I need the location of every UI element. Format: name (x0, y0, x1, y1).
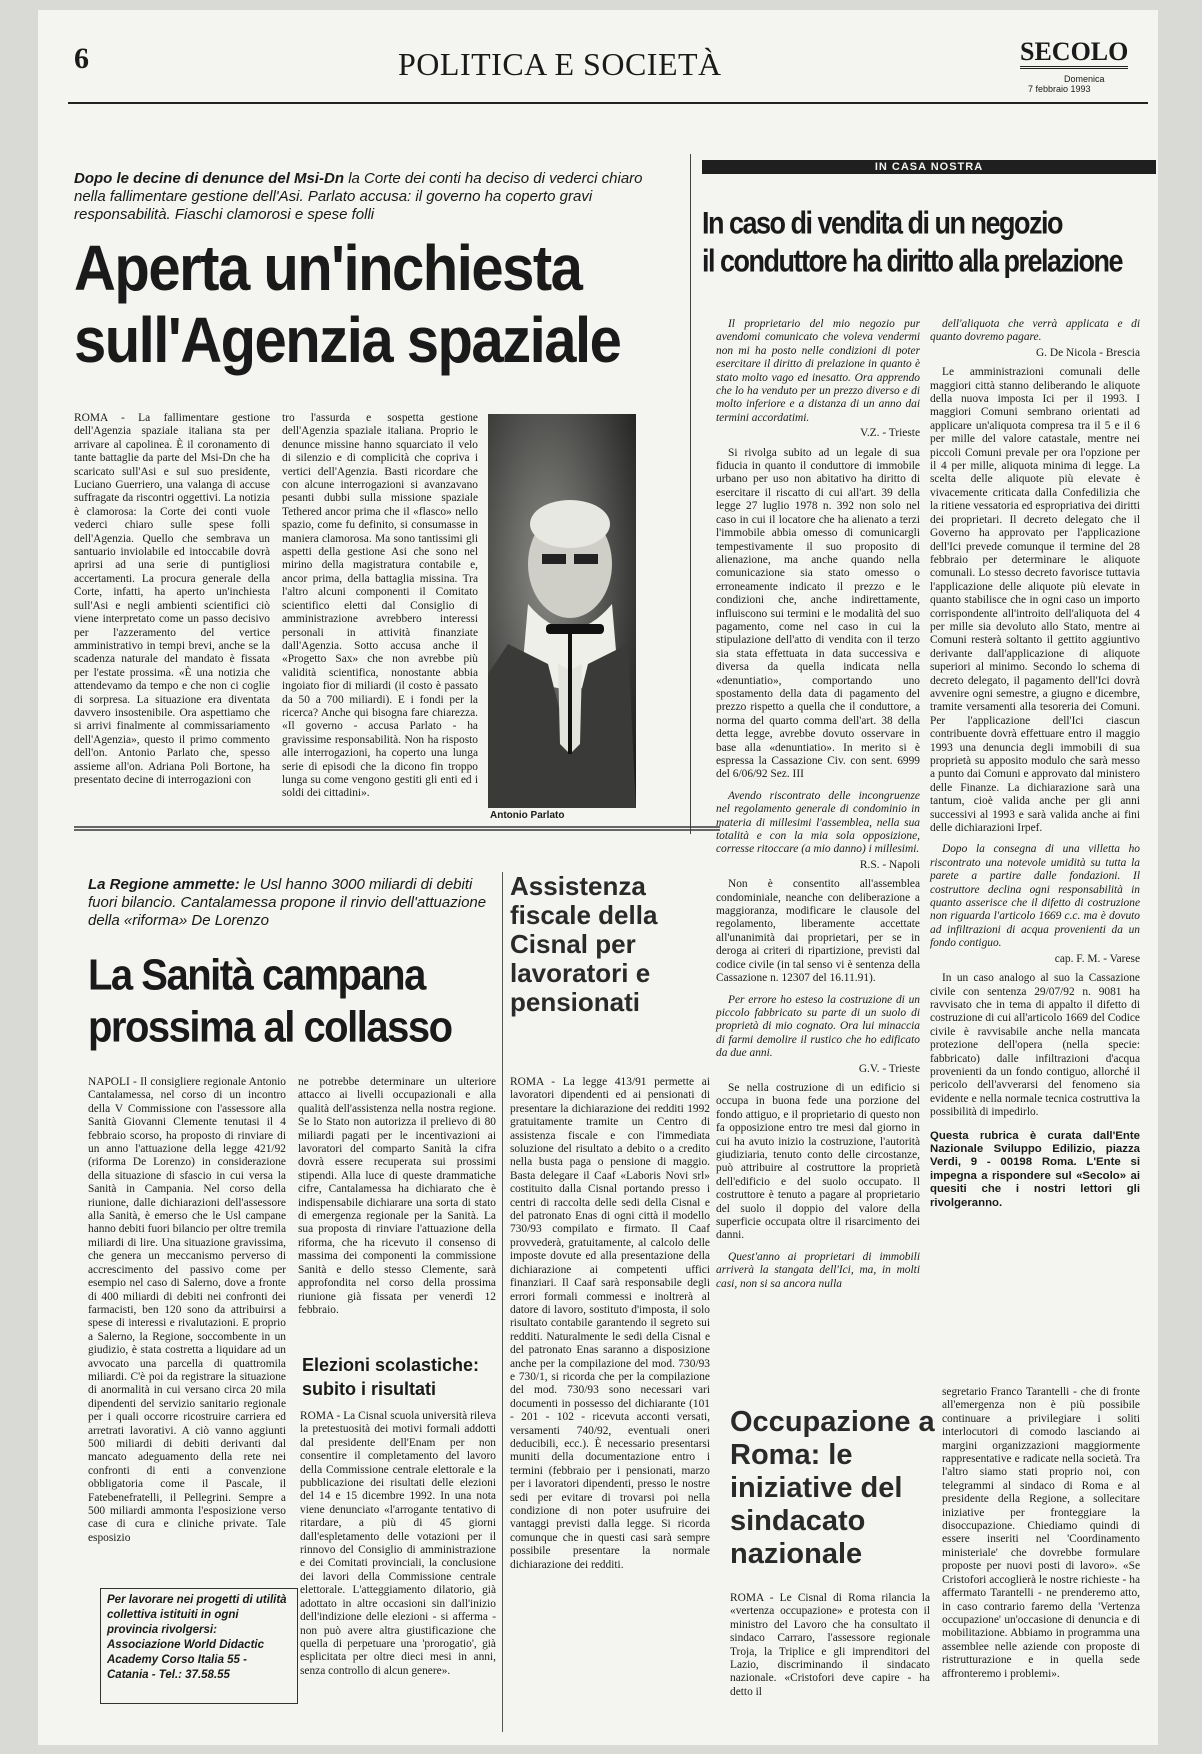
sanita-kicker (88, 876, 500, 930)
section-title: POLITICA E SOCIETÀ (398, 46, 722, 82)
expert-answer: Non è consentito all'assemblea condominiale, neanche con deliberazione a maggioranza, modificare le clausole del regolamento, liberamente accettate all'unanimità dai proprietari, per se in deroga ai criteri di ripartizione, previsti dal codice civile (in tal senso vi è sentenza della Cassazione n. 12307 del 16.11.91). (716, 878, 920, 985)
occupazione-body-2: segretario Franco Tarantelli - che di fronte all'emergenza non è più possibile continuare a privilegiare i soliti interlocutori di comodo lasciando ai margini organizzazioni maggiormente rappresentative e radicate nella società. Tra l'altro siamo stati proprio noi, con telegrammi al sindaco di Roma e al presidente della Regione, a sollecitare iniziative per fronteggiare la disoccupazione. Chiediamo quindi di essere inseriti nel 'Coordinamento ministeriale' che dovrebbe formulare proposte per nuovi posti di lavoro». «Se Cristofori accoglierà le nostre richieste - ha affermato Tarantelli - ne prenderemo atto, in caso contrario faremo della 'Vertenza occupazione' un'occasione di denuncia e di mobilitazione. Abbiamo in programma una assemblee nelle aziende con proposte di ristrutturazione e in quella sede affronteremo i problemi». (942, 1386, 1140, 1680)
expert-answer: Le amministrazioni comunali delle maggiori città stanno deliberando le aliquote della nuova imposta Ici per il 1993. I maggiori Comuni sembrano orientati ad applicare un'aliquota compresa tra il 5 e il 6 per mille del valore catastale, mentre nei piccoli Comuni prevale per ora l'opzione per il 4 per mille, aliquota minima di legge. La scelta delle aliquote più elevate è vivacemente criticata dalla Confedilizia che la ritiene vessatoria ed espropriativa dei diritti dei proprietari. Il decreto delegato che il Governo ha approvato per l'applicazione dell'Ici prevede comunque il termine del 28 febbraio per determinare le aliquote comunali. Lo stesso decreto favorisce tuttavia l'applicazione delle aliquote più elevate in quanto stabilisce che in ogni caso un importo corrispondente all'introito dell'aliquota del 4 per mille sia devoluto allo Stato, mentre ai Comuni resterà soltanto il gettito aggiuntivo derivante dall'applicazione di aliquote superiori al minimo. Secondo lo schema di decreto delegato, il pagamento dell'Ici dovrà avvenire ogni semestre, a giugno e dicembre, tramite versamenti alla tesoreria dei Comuni. Per l'applicazione dell'Ici ciascun contribuente dovrà effettuare entro il maggio 1993 una denuncia degli immobili di sua proprietà su apposito modulo che sarà messo a punto dai Comuni e approvato dal ministero delle Finanze. La dichiarazione sarà una tantum, cioè valida anche per gli anni successivi al 1993 e sarà valida anche ai fini delle dichiarazioni Irpef. (930, 366, 1140, 835)
main-headline-1: Aperta un'inchiesta (74, 232, 582, 305)
header-day: Domenica (1064, 74, 1105, 84)
assistenza-headline: Assistenza fiscale della Cisnal per lavoratori e pensionati (510, 871, 658, 1017)
elezioni-headline-1: Elezioni scolastiche: (302, 1355, 480, 1375)
header-rule (68, 102, 1148, 104)
divider-hatched (74, 826, 720, 831)
parlato-photo (488, 414, 636, 808)
vertical-rule (502, 872, 503, 1732)
rubric-headline-1: In caso di vendita di un negozio (702, 206, 1063, 241)
sanita-headline-2: prossima al collasso (88, 1003, 452, 1052)
reader-question: Avendo riscontrato delle incongruenze nel regolamento generale di condominio in materia di millesimi l'assemblea, nella sua totalità e con la mia sola opposizione, corresse ritoccare (a mio danno) i millesimi. (716, 789, 920, 856)
rubric-col-a (716, 310, 920, 1390)
rubric-note: Questa rubrica è curata dall'Ente Nazionale Sviluppo Edilizio, piazza Verdi, 9 - 00198 Roma. L'Ente si impegna a rispondere sul «Secolo» ai quesiti che i nostri lettori gli rivolgeranno. (930, 1129, 1140, 1209)
sanita-kicker-text: le Usl hanno 3000 miliardi di debiti fuori bilancio. Cantalamessa propone il rinvio dell'attuazione della «riforma» De Lorenzo (88, 876, 487, 929)
reader-question: Per errore ho esteso la costruzione di un piccolo fabbricato su parte di un suolo di proprietà di mio cognato. Ora lui minaccia di farmi demolire il rustico che ho edificato da due anni. (716, 993, 920, 1060)
photo-caption: Antonio Parlato (490, 810, 565, 821)
reader-signature: cap. F. M. - Varese (1054, 952, 1140, 965)
rubric-tag: IN CASA NOSTRA (702, 160, 1156, 174)
reader-signature: G. De Nicola - Brescia (1035, 346, 1140, 359)
reader-question: Il proprietario del mio negozio pur avendomi comunicato che voleva vendermi non mi ha posto nelle condizioni di poter esercitare il diritto di prelazione in quanto è stato molto vago ed inesatto. Ora apprendo che lo ha venduto per un prezzo diverso e di molto inferiore e a distanza di un anno dai termini accordatimi. (716, 318, 920, 424)
reader-question: Quest'anno ai proprietari di immobili arriverà la stangata dell'Ici, ma, in molti casi, non si sa ancora nulla (716, 1250, 920, 1290)
page-number: 6 (74, 42, 89, 75)
portrait-image (488, 414, 636, 808)
world-didactic-box: Per lavorare nei progetti di utilità collettiva istituiti in ogni provincia rivolgersi: Associazione World Didactic Academy Corso Italia 55 - Catania - Tel.: 37.58.55 (100, 1588, 298, 1704)
sanita-col-2: ne potrebbe determinare un ulteriore attacco ai livelli occupazionali e alla qualità dell'assistenza nella nostra regione. Se lo Stato non autorizza il prelievo di 80 miliardi pagati per le incentivazioni ai lavoratori del comparto Sanità la cifra dovrà essere recuperata sui prossimi stipendi. Alla luce di queste drammatiche cifre, Cantalamessa ha dichiarato che è indispensabile dichiarare una sorta di stato di emergenza regionale per la Sanità. La sua proposta di rinviare l'attuazione della riforma, che ha ricevuto il consenso di massima dei componenti la commissione Sanità e dello stesso Clemente, sarà approfondita nel corso della prossima riunione già fissata per venerdì 12 febbraio. (298, 1076, 496, 1316)
header-date: 7 febbraio 1993 (1028, 84, 1091, 94)
main-article-col-1: ROMA - La fallimentare gestione dell'Agenzia spaziale italiana sta per arrivare al capolinea. È il coronamento di tante battaglie da parte del Msi-Dn che ha scaricato sull'Asi e sul suo presidente, Luciano Guerriero, una valanga di accuse suffragate da riscontri oggettivi. La notizia è clamorosa: la Corte dei conti vuole vederci chiaro sulle spese folli dell'Agenzia. Quello che sembrava un santuario inviolabile ed intoccabile dovrà aprirsi ad una serie di puntigliosi accertamenti. La procura generale della Corte, infatti, ha aperto un'inchiesta sull'Asi e negli ambienti scientifici ciò viene interpretato come un passo decisivo per l'azzeramento del vertice amministrativo in tempi brevi, anche se la scadenza naturale del mandato è fissata per l'estate prossima. «È una notizia che attendevamo da tempo e che non ci coglie di sorpresa. La situazione era diventata davvero insostenibile. Ora aspettiamo che si arrivi finalmente al commissariamento dell'Agenzia», questo il primo commento dell'on. Antonio Parlato che, spesso assieme all'on. Adriana Poli Bortone, ha presentato decine di interrogazioni con (74, 412, 270, 786)
reader-question: Dopo la consegna di una villetta ho riscontrato una notevole umidità su tutta la parete a partire dalle fondazioni. Il costruttore declina ogni responsabilità in quanto asserisce che il difetto di costruzione non riguarda l'articolo 1669 c.c. ma è dovuto ad infiltrazioni di acqua provenienti da un fondo contiguo. (930, 843, 1140, 950)
reader-signature: G.V. - Trieste (858, 1062, 920, 1075)
reader-question: dell'aliquota che verrà applicata e di quanto dovremo pagare. (930, 318, 1140, 344)
rubric-headline-2: il conduttore ha diritto alla prelazione (702, 244, 1123, 279)
main-kicker-text: la Corte dei conti ha deciso di vederci chiaro nella fallimentare gestione dell'Asi. Parlato accusa: il governo ha coperto gravi responsabilità. Fiaschi clamorosi e spese folli (74, 170, 643, 223)
assistenza-body: ROMA - La legge 413/91 permette ai lavoratori dipendenti ed ai pensionati di presentare la dichiarazione dei redditi 1992 gratuitamente tramite un Centro di assistenza fiscale e con l'immediata soluzione del risultato a debito o a credito nella busta paga o pensione di maggio. Basta delegare il Caaf «Laboris Novi srl» costituito dalla Cisnal portando presso i centri di raccolta delle sedi della Cisnal e del patronato Enas di ogni città il modello 730/93 compilato e firmato. Il Caaf provvederà, gratuitamente, al calcolo delle imposte dovute ed alla presentazione della dichiarazione ai competenti uffici finanziari. Il Caaf sarà responsabile degli errori formali commessi e inoltrerà al datore di lavoro, sostituto d'imposta, il solo risultato contabile garantendo il segreto sui redditi. Naturalmente le sedi della Cisnal e del patronato Enas saranno a disposizione anche per la compilazione del mod. 730/93 e 730/1, si ricorda che per la compilazione del mod. 730/93 sono necessari vari documenti in possesso del dichiarante (101 - 201 - 102 - ricevuta acconti versati, versamenti 740/92, eventuali oneri deducibili, ecc.). È necessario presentarsi muniti della documentazione entro i termini (febbraio per i pensionati, marzo per i lavoratori dipendenti, presso le nostre sedi per evitare di trovarsi poi nella condizione di non poter usufruire dei vantaggi previsti dalla legge. Si ricorda comunque che in questi casi sarà sempre possibile presentare la normale dichiarazione dei redditi. (510, 1076, 710, 1571)
sanita-col-1: NAPOLI - Il consigliere regionale Antonio Cantalamessa, nel corso di un incontro della V Commissione con l'assessore alla Sanità Giovanni Clemente tenutasi il 4 febbraio scorso, ha proposto di rinviare di un anno l'attuazione della legge 421/92 (riforma De Lorenzo) in considerazione della situazione di sfascio in cui versa la Sanità in Campania. Nel corso della riunione, dalle dichiarazioni dell'assessore alla Sanità, è emerso che le Usl campane hanno debiti fuori bilancio per oltre tremila miliardi di lire. Una situazione gravissima, che genera un meccanismo perverso di accrescimento del passivo come per esempio nel caso di Salerno, dove a fronte di 400 miliardi di debiti nei confronti dei farmacisti, ben 120 sono da attribuirsi a spese di interessi e rivalutazioni. E proprio a Salerno, la Regione, soccombente in un giudizio, è stata costretta a liquidare ad un avvocato una parcella di quattromila miliardi. C'è poi da registrare la situazione di anormalità in cui versano circa 20 mila dipendenti del servizio sanitario regionale per i quali occorre ricostruire carriera ed arretrati lavorativi. A ciò vanno aggiunti 500 miliardi di debiti derivanti dal mancato adeguamento della rete nei confronti di enti a convenzione obbligatoria come il Pascale, il Fatebenefratelli, il Pellegrini. Sempre a 500 miliardi ammonta l'esposizione verso case di cura e cliniche private. Tale esposizio (88, 1076, 286, 1544)
reader-signature: V.Z. - Trieste (860, 427, 920, 440)
occupazione-body: ROMA - Le Cisnal di Roma rilancia la «vertenza occupazione» e protesta con il ministro del Lavoro che ha consultato il sindaco Carraro, l'assessore regionale Troja, la Triplice e gli imprenditori del Lazio, discriminando il sindacato nazionale. «Cristofori deve capire - ha detto il (730, 1592, 930, 1698)
newspaper-page (38, 10, 1158, 1745)
elezioni-body: ROMA - La Cisnal scuola università rileva la pretestuosità dei motivi formali addotti dal presidente dell'Enam per non consentire il completamento del lavoro della Commissione centrale elettorale e la pubblicazione dei risultati delle elezioni del 14 e 15 dicembre 1992. In una nota viene denunciato «l'arrogante tentativo di ritardare, a più di 45 giorni dall'espletamento delle votazioni per il rinnovo del Consiglio di amministrazione e dei Comitati provinciali, la conclusione dei lavori della Commissione centrale elettorale. L'atteggiamento dilatorio, già adottato in altre occasioni sin dall'inizio dell'indizione delle elezioni - si afferma - non può avere altra giustificazione che quella di perpetuare una 'prorogatio', già esplicitata per oltre dieci mesi in anni, senza controllo di alcun genere». (300, 1410, 496, 1677)
main-kicker (74, 170, 678, 224)
expert-answer: Si rivolga subito ad un legale di sua fiducia in quanto il conduttore di immobile urbano per uso non abitativo ha diritto di esercitare il riscatto di cui all'art. 39 della legge 27 luglio 1978 n. 392 non solo nel caso in cui il locatore che ha alienato a terzi l'immobile abbia omesso di comunicargli tempestivamente il suo proposito di alienazione, ma anche quando nella comunicazione sia stato omesso o erroneamente indicato il prezzo e le condizioni che, anche indirettamente, influiscono sui termini e le modalità del suo pagamento, come nel caso in cui la stipulazione dell'atto di vendita con il terzo sia stata effettuata in data successiva e diversa da quella indicata nella «denuntiatio», comportando uno spostamento della data di pagamento del prezzo rispetto a quella che il conduttore, a norma del quarto comma dell'art. 38 della detta legge, avrebbe dovuto osservare in base alla «denuntiatio». In merito si è espressa la Cassazione Civ. con sent. 6999 del 6/06/92 Sez. III (716, 446, 920, 781)
vertical-rule (690, 154, 691, 834)
main-kicker-lead: Dopo le decine di denunce del Msi-Dn (74, 170, 345, 187)
main-headline-2: sull'Agenzia spaziale (74, 304, 621, 377)
expert-answer: In un caso analogo al suo la Cassazione civile con sentenza 29/07/92 n. 9081 ha ravvisato che in tema di appalto il difetto di costruzione di cui all'articolo 1669 del Codice civile è ravvisabile anche nella mancata protezione dell'opera (nella specie: fabbricato) dalle infiltrazioni d'acqua provenienti da un fondo contiguo, allorché il pericolo dell'avverarsi del fenomeno sia evidente e nella normale tecnica costruttiva la possibilità di impedirlo. (930, 972, 1140, 1119)
masthead-logo: SECOLO (1020, 38, 1128, 69)
elezioni-headline-2: subito i risultati (302, 1379, 437, 1399)
reader-signature: R.S. - Napoli (859, 858, 920, 871)
main-article-col-2: tro l'assurda e sospetta gestione dell'Agenzia spaziale italiana. Proprio le denunce missine hanno squarciato il velo di silenzio e di complicità che copriva i vertici dell'Agenzia. Basti ricordare che con alcune interrogazioni si avanzavano pesanti dubbi sulla missione spaziale Tethered ancor prima che il «flasco» nello spazio, come fu definito, si consumasse in maniera clamorosa. Ma sono tantissimi gli aspetti della gestione Asi che sono nel mirino della magistratura contabile e, ancor prima, della battaglia missina. Tra l'altro alcuni componenti il Comitato scientifico eletti dal Consiglio di amministrazione avrebbero interessi personali in attività finanziate dall'Agenzia. Sotto accusa anche il «Progetto Sax» che non avrebbe più validità scientifica, nonostante abbia ingoiato fior di miliardi (il costo è passato da 50 a 700 miliardi). E i fondi per la ricerca? Anche qui bisogna fare chiarezza. «Il governo - accusa Parlato - ha gravissime responsabilità. Non ha risposto alle interrogazioni, ha coperto una lunga serie di episodi che la dicono fin troppo lunga su come vengono gestiti gli enti ed i soldi dei cittadini». (282, 412, 478, 800)
sanita-kicker-lead: La Regione ammette: (88, 876, 240, 893)
sanita-headline-1: La Sanità campana (88, 951, 425, 1000)
rubric-col-b (930, 310, 1140, 1380)
occupazione-headline: Occupazione a Roma: le iniziative del sindacato nazionale (730, 1406, 935, 1570)
expert-answer: Se nella costruzione di un edificio si occupa in buona fede una porzione del fondo attiguo, e il proprietario di questo non fa opposizione entro tre mesi dal giorno in cui ha avuto inizio la costruzione, l'autorità giudiziaria, tenuto conto delle circostanze, può attribuire al costruttore la proprietà dell'edificio e del suolo occupato. Il costruttore è tenuto a pagare al proprietario del suolo il doppio del valore della superficie occupata oltre il risarcimento dei danni. (716, 1081, 920, 1242)
